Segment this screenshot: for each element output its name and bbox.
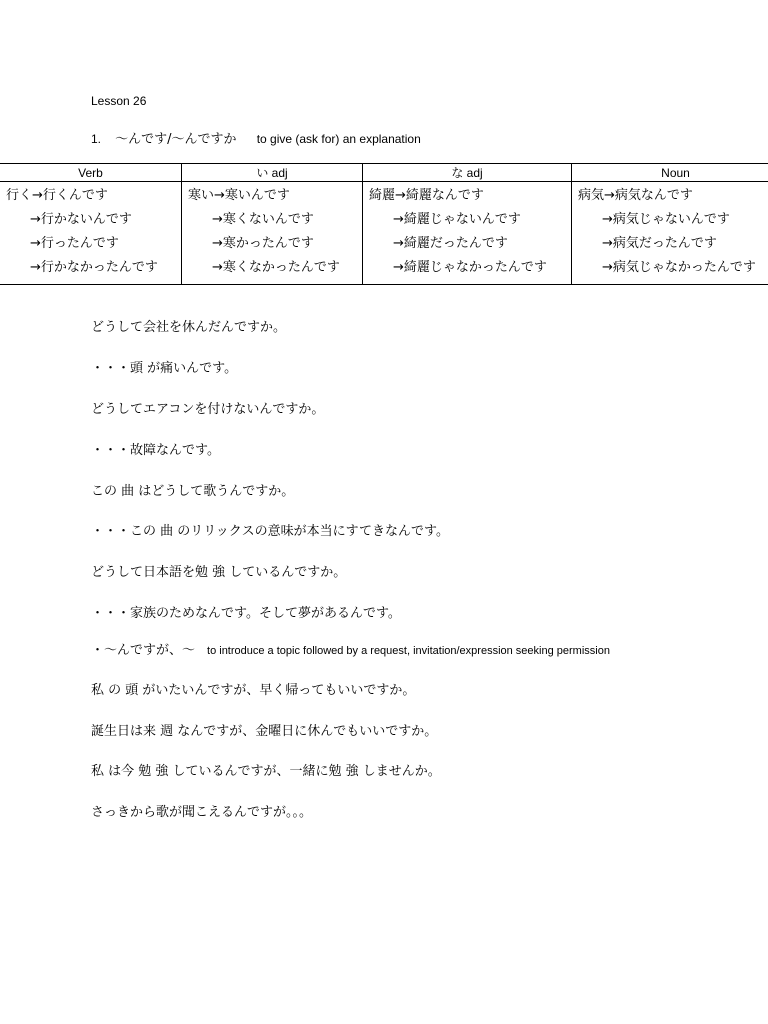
example-answer-3: ・・・この 曲 のリリックスの意味が本当にすてきなんです。 [91, 524, 449, 539]
noun-form-past-negative: →病気じゃなかったんです [602, 260, 756, 275]
header-i-adj: い adj [182, 164, 363, 182]
noun-cell [572, 182, 768, 285]
section-heading [91, 128, 421, 147]
verb-form-negative: →行かないんです [30, 212, 132, 227]
subpoint-pattern: ・～んですが、～ [91, 643, 196, 658]
example-sentence-6: 誕生日は来 週 なんですが、金曜日に休んでもいいですか。 [91, 724, 438, 739]
noun-form-negative: →病気じゃないんです [602, 212, 730, 227]
noun-form-plain: 病気→病気なんです [578, 188, 693, 203]
grammar-description: to give (ask for) an explanation [256, 132, 421, 146]
example-answer-1: ・・・頭 が痛いんです。 [91, 361, 238, 376]
example-question-1: どうして会社を休んだんですか。 [91, 320, 287, 335]
verb-form-plain: 行く→行くんです [6, 188, 108, 203]
na-adj-form-plain: 綺麗→綺麗なんです [369, 188, 484, 203]
noun-form-past: →病気だったんです [602, 236, 717, 251]
example-sentence-7: 私 は今 勉 強 しているんですが、一緒に勉 強 しませんか。 [91, 764, 441, 779]
table-header-row [0, 164, 768, 182]
na-adj-cell [363, 182, 572, 285]
lesson-title: Lesson 26 [91, 94, 147, 108]
section-number: 1. [91, 132, 102, 146]
header-verb: Verb [0, 164, 182, 182]
header-noun: Noun [572, 164, 768, 182]
example-question-3: この 曲 はどうして歌うんですか。 [91, 484, 295, 499]
conjugation-table [0, 163, 768, 285]
verb-form-past: →行ったんです [30, 236, 119, 251]
subpoint-description: to introduce a topic followed by a request, invitation/expression seeking permission [207, 645, 610, 657]
example-answer-4: ・・・家族のためなんです。そして夢があるんです。 [91, 606, 401, 621]
example-question-4: どうして日本語を勉 強 しているんですか。 [91, 565, 347, 580]
na-adj-form-past-negative: →綺麗じゃなかったんです [393, 260, 547, 275]
i-adj-form-plain: 寒い→寒いんです [188, 188, 290, 203]
subpoint-heading [91, 642, 610, 660]
verb-cell [0, 182, 182, 285]
i-adj-cell [182, 182, 363, 285]
example-question-2: どうしてエアコンを付けないんですか。 [91, 402, 325, 417]
example-answer-2: ・・・故障なんです。 [91, 443, 220, 458]
header-na-adj: な adj [363, 164, 572, 182]
i-adj-form-past-negative: →寒くなかったんです [212, 260, 340, 275]
verb-form-past-negative: →行かなかったんです [30, 260, 158, 275]
example-sentence-5: 私 の 頭 がいたいんですが、早く帰ってもいいですか。 [91, 683, 416, 698]
na-adj-form-past: →綺麗だったんです [393, 236, 508, 251]
example-sentence-8: さっきから歌が聞こえるんですが。。。 [91, 805, 313, 820]
i-adj-form-past: →寒かったんです [212, 236, 314, 251]
grammar-pattern: ～んです/～んですか [115, 132, 237, 147]
table-row [0, 182, 768, 285]
i-adj-form-negative: →寒くないんです [212, 212, 314, 227]
na-adj-form-negative: →綺麗じゃないんです [393, 212, 521, 227]
